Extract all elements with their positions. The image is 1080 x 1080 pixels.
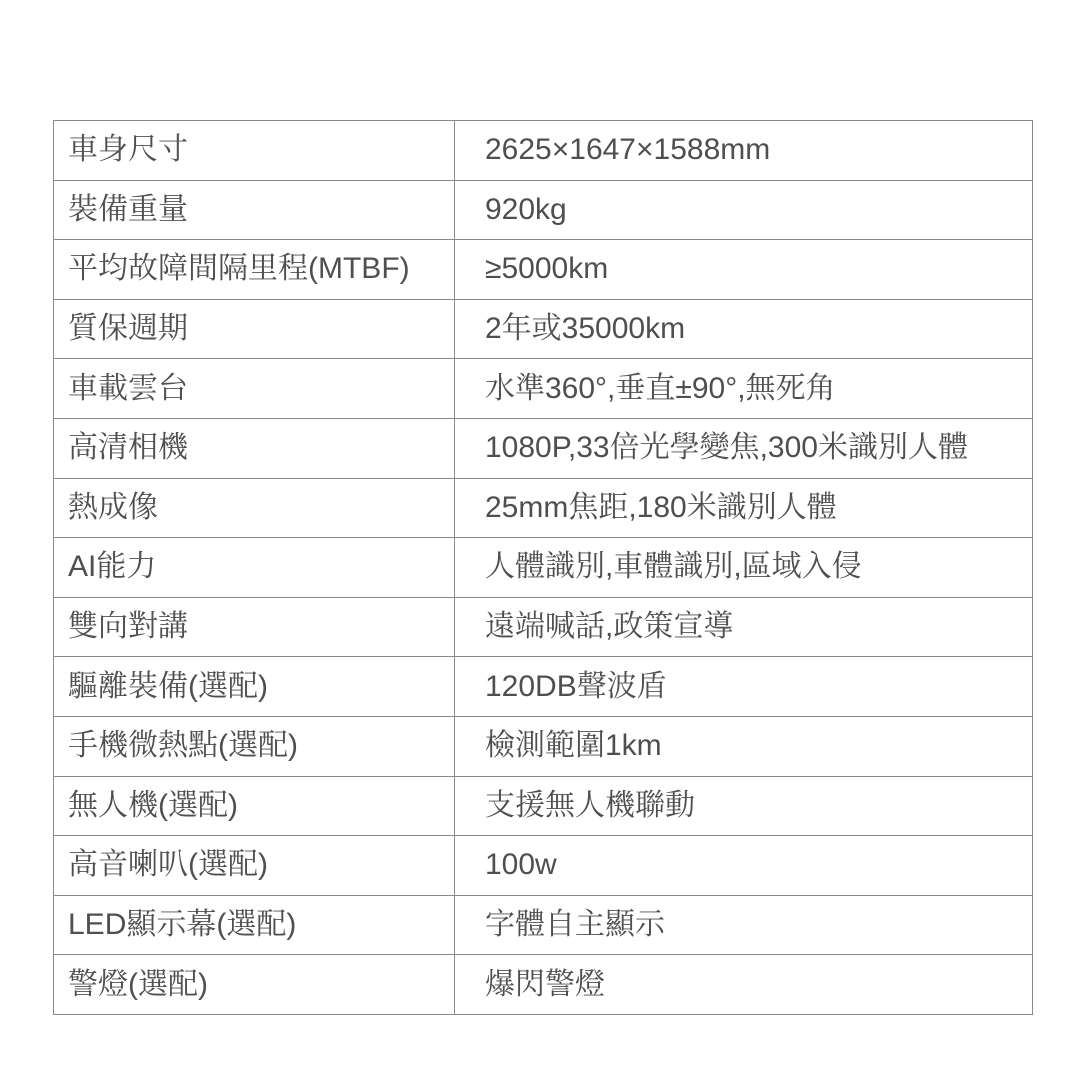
spec-value: ≥5000km <box>454 240 1032 299</box>
table-row <box>54 776 1032 836</box>
spec-value: 人體識別,車體識別,區域入侵 <box>454 538 1032 597</box>
spec-value: 920kg <box>454 181 1032 240</box>
table-row <box>54 895 1032 955</box>
spec-label: 車載雲台 <box>68 371 188 405</box>
spec-label: 平均故障間隔里程(MTBF) <box>68 252 410 286</box>
spec-label: 高清相機 <box>68 431 188 465</box>
spec-table <box>53 120 1033 1015</box>
table-row <box>54 239 1032 299</box>
spec-label: 質保週期 <box>68 312 188 346</box>
table-row <box>54 478 1032 538</box>
table-row <box>54 835 1032 895</box>
spec-value: 遠端喊話,政策宣導 <box>454 598 1032 657</box>
table-row <box>54 121 1032 180</box>
spec-value: 1080P,33倍光學變焦,300米識別人體 <box>454 419 1032 478</box>
spec-label: 高音喇叭(選配) <box>68 848 268 882</box>
table-row <box>54 299 1032 359</box>
spec-value: 字體自主顯示 <box>454 896 1032 955</box>
spec-value: 2625×1647×1588mm <box>454 121 1032 180</box>
table-row <box>54 358 1032 418</box>
spec-value: 25mm焦距,180米識別人體 <box>454 479 1032 538</box>
spec-value: 檢測範圍1km <box>454 717 1032 776</box>
spec-value: 120DB聲波盾 <box>454 657 1032 716</box>
spec-label: AI能力 <box>68 550 157 584</box>
table-row <box>54 597 1032 657</box>
table-row <box>54 537 1032 597</box>
table-row <box>54 656 1032 716</box>
spec-label: 警燈(選配) <box>68 967 208 1001</box>
spec-label: 驅離裝備(選配) <box>68 669 268 703</box>
table-row <box>54 418 1032 478</box>
spec-value: 水準360°,垂直±90°,無死角 <box>454 359 1032 418</box>
spec-value: 2年或35000km <box>454 300 1032 359</box>
table-row <box>54 954 1032 1014</box>
spec-label: LED顯示幕(選配) <box>68 908 297 942</box>
spec-label: 裝備重量 <box>68 192 188 226</box>
table-row <box>54 716 1032 776</box>
spec-value: 爆閃警燈 <box>454 955 1032 1014</box>
spec-label: 熱成像 <box>68 490 158 524</box>
spec-label: 雙向對講 <box>68 610 188 644</box>
table-row <box>54 180 1032 240</box>
spec-value: 支援無人機聯動 <box>454 777 1032 836</box>
spec-label: 車身尺寸 <box>68 133 188 167</box>
spec-label: 無人機(選配) <box>68 788 238 822</box>
spec-label: 手機微熱點(選配) <box>68 729 298 763</box>
spec-value: 100w <box>454 836 1032 895</box>
